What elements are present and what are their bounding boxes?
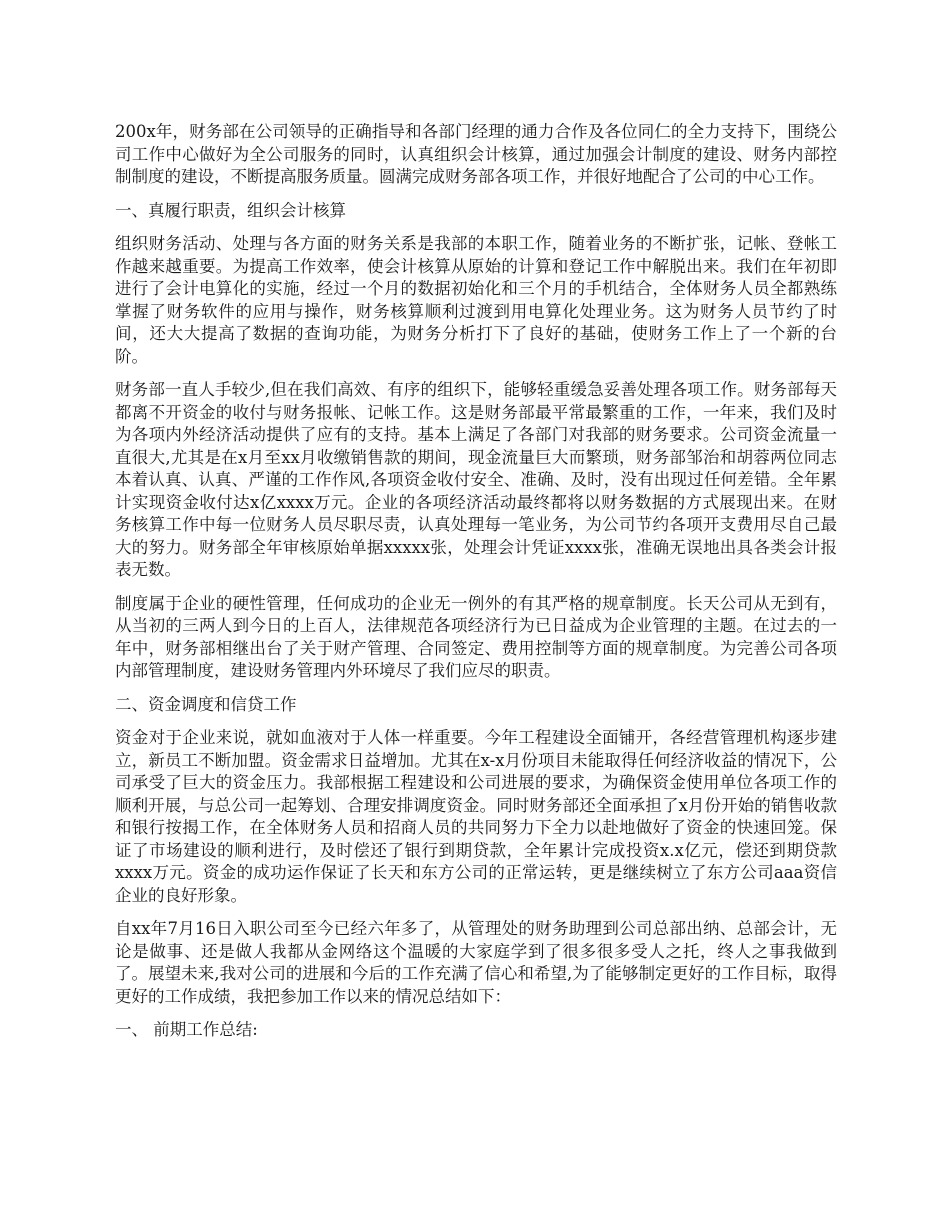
paragraph-accounting-computerization: 组织财务活动、处理与各方面的财务关系是我部的本职工作，随着业务的不断扩张，记帐、登帐工作越来越重要。为提高工作效率，使会计核算从原始的计算和登记工作中解脱出来。我们在年初即进行了会计电算化的实施，经过一个月的数据初始化和三个月的手机结合，全体财务人员全都熟练掌握了财务软件的应用与操作，财务核算顺利过渡到用电算化处理业务。这为财务人员节约了时间，还大大提高了数据的查询功能，为财务分析打下了良好的基础，使财务工作上了一个新的台阶。 (115, 234, 837, 366)
paragraph-personal-summary: 自xx年7月16日入职公司至今已经六年多了，从管理处的财务助理到公司总部出纳、总部会计，无论是做事、还是做人我都从金网络这个温暖的大家庭学到了很多很多受人之托，终人之事我做到了。展望未来,我对公司的进展和今后的工作充满了信心和希望,为了能够制定更好的工作目标，取得更好的工作成绩，我把参加工作以来的情况总结如下： (115, 919, 837, 1006)
intro-paragraph: 200x年，财务部在公司领导的正确指导和各部门经理的通力合作及各位同仁的全力支持下，围绕公司工作中心做好为全公司服务的同时，认真组织会计核算，通过加强会计制度的建设、财务内部控制制度的建设，不断提高服务质量。圆满完成财务部各项工作，并很好地配合了公司的中心工作。 (115, 122, 837, 186)
section-heading-funding: 二、资金调度和信贷工作 (115, 694, 297, 714)
paragraph-fund-dispatch: 资金对于企业来说，就如血液对于人体一样重要。今年工程建设全面铺开，各经营管理机构逐步建立，新员工不断加盟。资金需求日益增加。尤其在x-x月份项目未能取得任何经济收益的情况下，公司承受了巨大的资金压力。我部根据工程建设和公司进展的要求，为确保资金使用单位各项工作的顺利开展，与总公司一起筹划、合理安排调度资金。同时财务部还全面承担了x月份开始的销售收款和银行按揭工作，在全体财务人员和招商人员的共同努力下全力以赴地做好了资金的快速回笼。保证了市场建设的顺利进行，及时偿还了银行到期贷款，全年累计完成投资x.x亿元，偿还到期贷款xxxx万元。资金的成功运作保证了长天和东方公司的正常运转，更是继续树立了东方公司aaa资信企业的良好形象。 (115, 728, 837, 905)
paragraph-regulations: 制度属于企业的硬性管理，任何成功的企业无一例外的有其严格的规章制度。长天公司从无到有，从当初的三两人到今日的上百人，法律规范各项经济行为已日益成为企业管理的主题。在过去的一年中，财务部相继出台了关于财产管理、合同签定、费用控制等方面的规章制度。为完善公司各项内部管理制度，建设财务管理内外环境尽了我们应尽的职责。 (115, 593, 837, 680)
paragraph-fund-collection: 财务部一直人手较少,但在我们高效、有序的组织下，能够轻重缓急妥善处理各项工作。财务部每天都离不开资金的收付与财务报帐、记帐工作。这是财务部最平常最繁重的工作，一年来，我们及时为各项内外经济活动提供了应有的支持。基本上满足了各部门对我部的财务要求。公司资金流量一直很大,尤其是在x月至xx月收缴销售款的期间，现金流量巨大而繁琐，财务部邹治和胡蓉两位同志本着认真、认真、严谨的工作作风,各项资金收付安全、准确、及时，没有出现过任何差错。全年累计实现资金收付达x亿xxxx万元。企业的各项经济活动最终都将以财务数据的方式展现出来。在财务核算工作中每一位财务人员尽职尽责，认真处理每一笔业务，为公司节约各项开支费用尽自己最大的努力。财务部全年审核原始单据xxxxx张，处理会计凭证xxxx张，准确无误地出具各类会计报表无数。 (115, 380, 837, 579)
section-heading-duties: 一、真履行职责，组织会计核算 (115, 200, 346, 220)
document-body (115, 121, 837, 1053)
section-heading-early-work: 一、 前期工作总结: (115, 1020, 258, 1039)
